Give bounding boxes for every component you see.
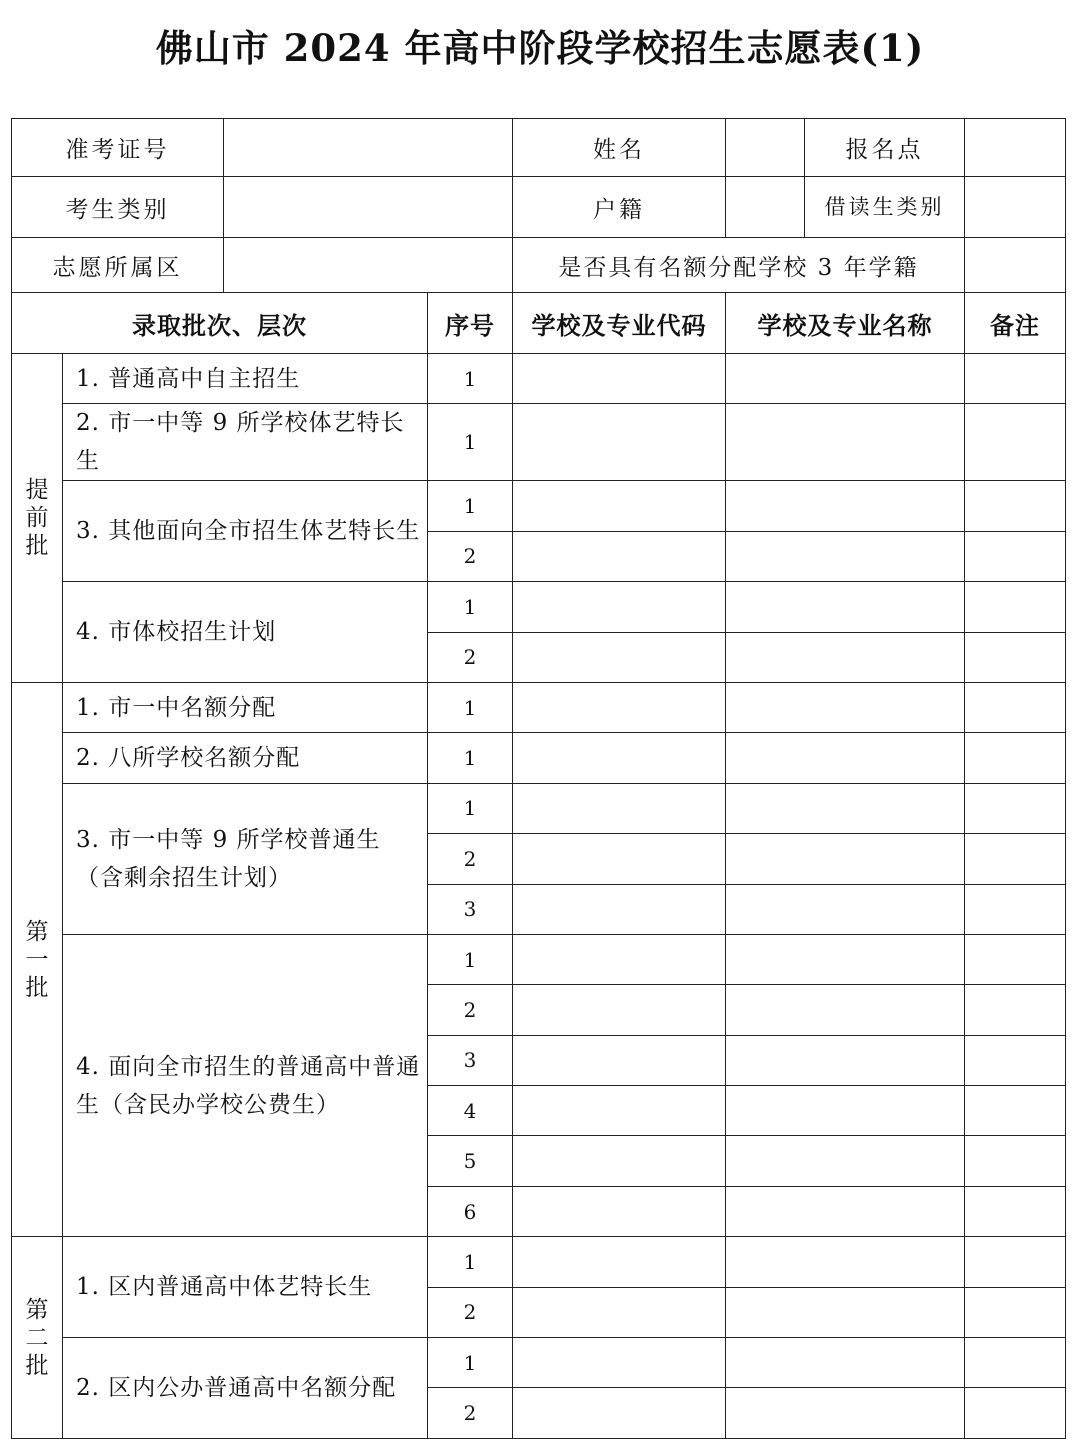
school-name-cell[interactable] [726,1338,965,1388]
choice-row [12,733,1066,783]
school-code-cell[interactable] [513,682,726,732]
seq-number: 1 [428,934,513,984]
school-name-cell[interactable] [726,1136,965,1186]
school-name-cell[interactable] [726,733,965,783]
remarks-cell[interactable] [965,632,1066,682]
remarks-cell[interactable] [965,481,1066,531]
choice-row [12,783,1066,833]
remarks-cell[interactable] [965,404,1066,481]
admission-ticket-label: 准考证号 [12,119,224,177]
candidate-type-label: 考生类别 [12,177,224,238]
choice-row [12,582,1066,632]
seq-number: 1 [428,733,513,783]
remarks-cell[interactable] [965,1136,1066,1186]
school-name-cell[interactable] [726,632,965,682]
remarks-cell[interactable] [965,1287,1066,1337]
choice-row [12,682,1066,732]
category-label: 2. 区内公办普通高中名额分配 [63,1338,428,1439]
seq-number: 6 [428,1186,513,1236]
school-name-cell[interactable] [726,531,965,581]
remarks-cell[interactable] [965,682,1066,732]
school-name-cell[interactable] [726,1287,965,1337]
seq-number: 2 [428,1287,513,1337]
seq-number: 2 [428,531,513,581]
quota-question-field[interactable] [965,238,1066,293]
school-name-cell[interactable] [726,481,965,531]
category-label: 3. 其他面向全市招生体艺特长生 [63,481,428,582]
seq-number: 2 [428,632,513,682]
choice-row [12,404,1066,481]
remarks-cell[interactable] [965,1086,1066,1136]
category-label: 1. 普通高中自主招生 [63,354,428,404]
seq-number: 1 [428,582,513,632]
remarks-cell[interactable] [965,1237,1066,1287]
batch-label [12,1237,63,1439]
household-label: 户籍 [513,177,726,238]
school-code-cell[interactable] [513,1287,726,1337]
school-name-cell[interactable] [726,354,965,404]
seq-number: 2 [428,985,513,1035]
header-remarks: 备注 [965,293,1066,354]
district-field[interactable] [224,238,513,293]
school-code-cell[interactable] [513,481,726,531]
school-code-cell[interactable] [513,834,726,884]
remarks-cell[interactable] [965,783,1066,833]
candidate-type-field[interactable] [224,177,513,238]
school-name-cell[interactable] [726,1186,965,1236]
school-code-cell[interactable] [513,1338,726,1388]
remarks-cell[interactable] [965,1388,1066,1438]
form-title: 佛山市 2024 年高中阶段学校招生志愿表(1) [155,26,925,70]
seq-number: 5 [428,1136,513,1186]
school-name-cell[interactable] [726,404,965,481]
batch-label [12,354,63,683]
school-code-cell[interactable] [513,733,726,783]
seq-number: 4 [428,1086,513,1136]
school-code-cell[interactable] [513,354,726,404]
school-name-cell[interactable] [726,783,965,833]
category-label: 1. 市一中名额分配 [63,682,428,732]
school-name-cell[interactable] [726,1086,965,1136]
category-label: 3. 市一中等 9 所学校普通生（含剩余招生计划） [63,783,428,934]
batch-name: 提前批 [25,476,49,559]
remarks-cell[interactable] [965,733,1066,783]
school-code-cell[interactable] [513,1035,726,1085]
info-section [12,119,1066,354]
school-code-cell[interactable] [513,531,726,581]
header-school-code: 学校及专业代码 [513,293,726,354]
boarding-type-field[interactable] [965,177,1066,238]
seq-number: 1 [428,404,513,481]
seq-number: 1 [428,481,513,531]
seq-number: 2 [428,1388,513,1438]
choice-row [12,354,1066,404]
remarks-cell[interactable] [965,1035,1066,1085]
seq-number: 1 [428,783,513,833]
header-seq: 序号 [428,293,513,354]
boarding-type-label: 借读生类别 [805,177,965,238]
school-name-cell[interactable] [726,934,965,984]
school-name-cell[interactable] [726,1035,965,1085]
batch-label [12,682,63,1236]
school-name-cell[interactable] [726,1237,965,1287]
seq-number: 2 [428,834,513,884]
school-code-cell[interactable] [513,582,726,632]
seq-number: 1 [428,1237,513,1287]
seq-number: 3 [428,884,513,934]
choice-row [12,481,1066,531]
school-name-cell[interactable] [726,834,965,884]
choices-section [12,354,1066,1439]
remarks-cell[interactable] [965,934,1066,984]
header-school-name: 学校及专业名称 [726,293,965,354]
remarks-cell[interactable] [965,531,1066,581]
seq-number: 1 [428,682,513,732]
name-label: 姓名 [513,119,726,177]
batch-name: 第一批 [25,918,49,1001]
school-name-cell[interactable] [726,682,965,732]
choice-row [12,934,1066,984]
seq-number: 1 [428,1338,513,1388]
registration-point-label: 报名点 [805,119,965,177]
school-code-cell[interactable] [513,632,726,682]
name-field[interactable] [726,119,805,177]
school-code-cell[interactable] [513,1136,726,1186]
category-label: 2. 市一中等 9 所学校体艺特长生 [63,404,428,481]
remarks-cell[interactable] [965,985,1066,1035]
category-label: 2. 八所学校名额分配 [63,733,428,783]
household-field[interactable] [726,177,805,238]
choice-row [12,1338,1066,1388]
category-label: 4. 面向全市招生的普通高中普通生（含民办学校公费生） [63,934,428,1236]
quota-question-label: 是否具有名额分配学校 3 年学籍 [513,238,965,293]
seq-number: 3 [428,1035,513,1085]
school-code-cell[interactable] [513,404,726,481]
batch-name: 第二批 [25,1296,49,1379]
school-code-cell[interactable] [513,934,726,984]
remarks-cell[interactable] [965,354,1066,404]
school-code-cell[interactable] [513,1388,726,1438]
remarks-cell[interactable] [965,582,1066,632]
remarks-cell[interactable] [965,1186,1066,1236]
school-name-cell[interactable] [726,985,965,1035]
category-label: 1. 区内普通高中体艺特长生 [63,1237,428,1338]
school-code-cell[interactable] [513,1237,726,1287]
category-label: 4. 市体校招生计划 [63,582,428,683]
choice-row [12,1237,1066,1287]
header-batch-level: 录取批次、层次 [12,293,428,354]
district-label: 志愿所属区 [12,238,224,293]
school-code-cell[interactable] [513,783,726,833]
school-name-cell[interactable] [726,582,965,632]
school-code-cell[interactable] [513,985,726,1035]
remarks-cell[interactable] [965,1338,1066,1388]
seq-number: 1 [428,354,513,404]
school-code-cell[interactable] [513,1086,726,1136]
remarks-cell[interactable] [965,834,1066,884]
registration-point-field[interactable] [965,119,1066,177]
application-form-table [11,118,1066,1439]
admission-ticket-field[interactable] [224,119,513,177]
school-name-cell[interactable] [726,884,965,934]
school-name-cell[interactable] [726,1388,965,1438]
school-code-cell[interactable] [513,884,726,934]
remarks-cell[interactable] [965,884,1066,934]
school-code-cell[interactable] [513,1186,726,1236]
